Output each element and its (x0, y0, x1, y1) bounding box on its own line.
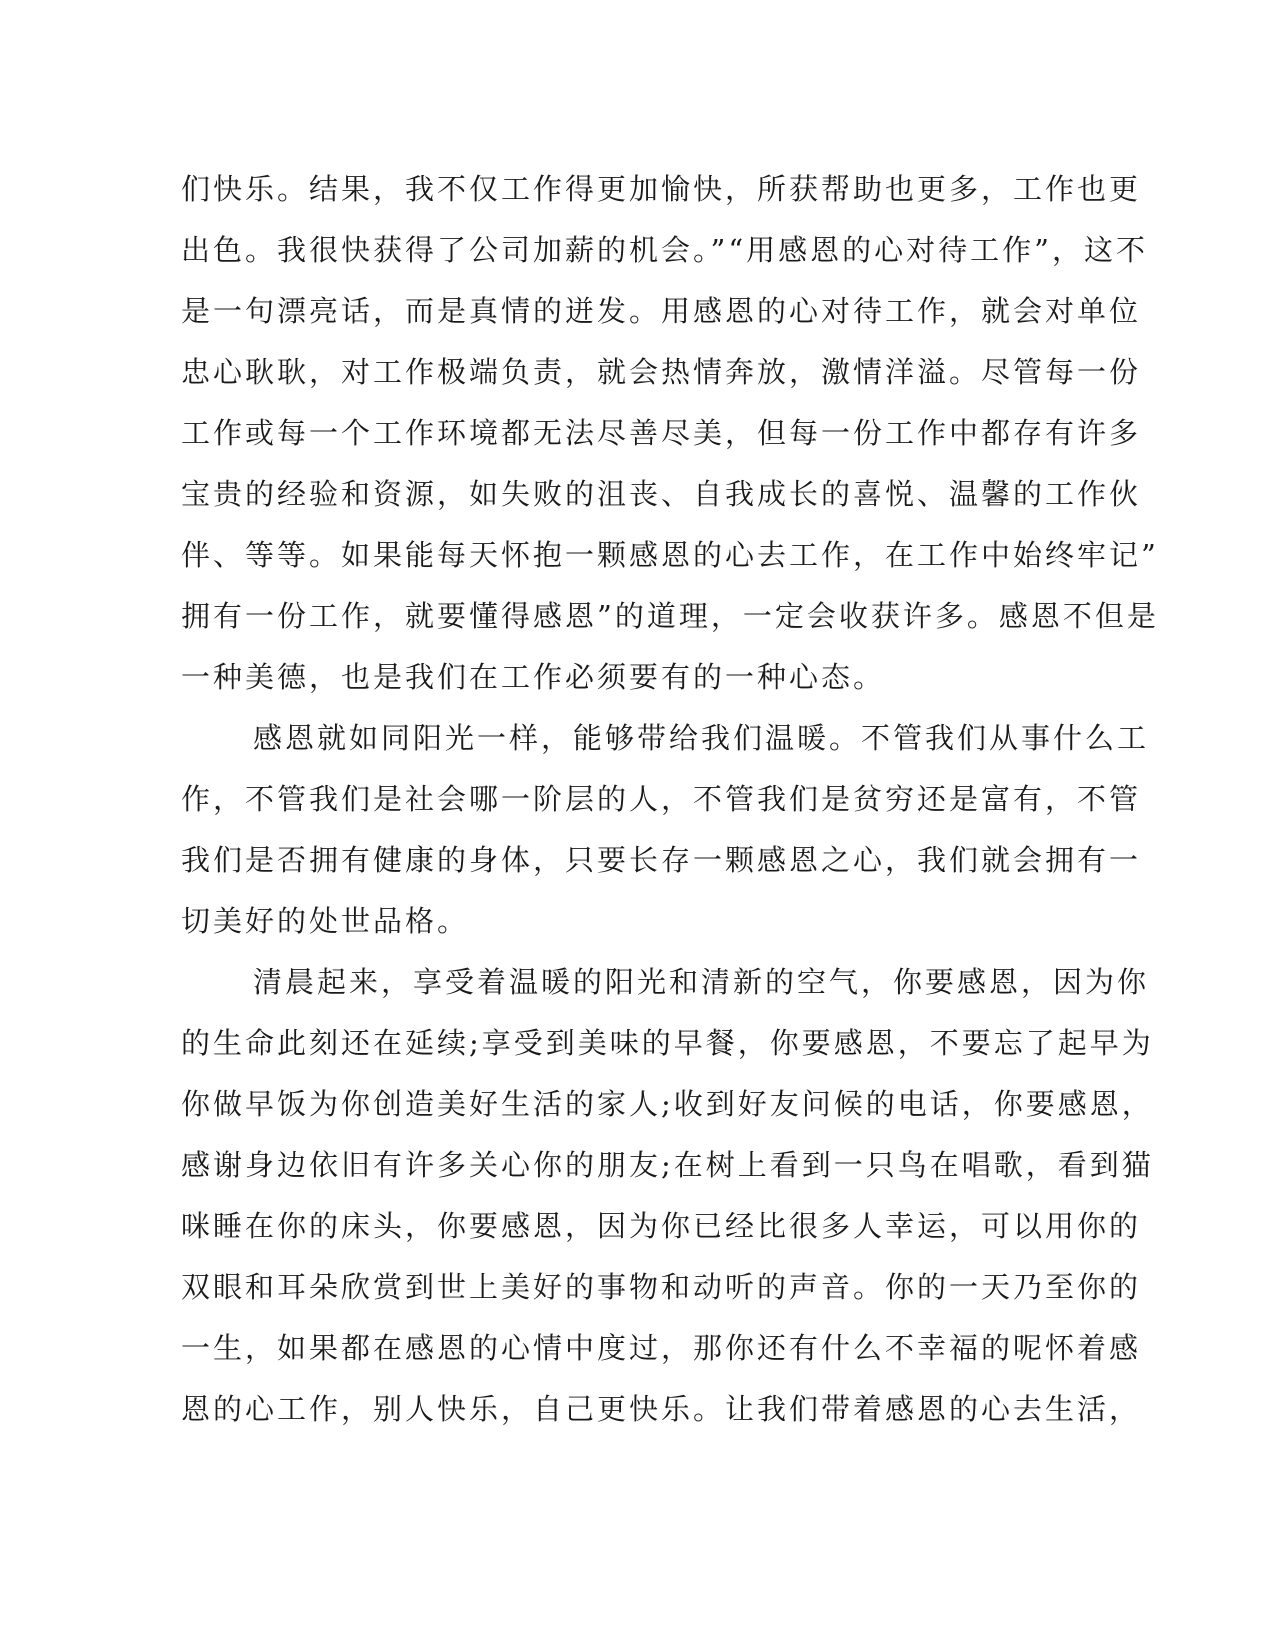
text-line: 我们是否拥有健康的身体，只要长存一颗感恩之心，我们就会拥有一 (181, 843, 1142, 877)
text-line: 们快乐。结果，我不仅工作得更加愉快，所获帮助也更多，工作也更 (181, 172, 1142, 206)
text-line: 恩的心工作，别人快乐，自己更快乐。让我们带着感恩的心去生活， (181, 1392, 1142, 1426)
text-line: 咪睡在你的床头，你要感恩，因为你已经比很多人幸运，可以用你的 (181, 1209, 1142, 1243)
text-line: 清晨起来，享受着温暖的阳光和清新的空气，你要感恩，因为你 (253, 965, 1150, 999)
text-line: 的生命此刻还在延续;享受到美味的早餐，你要感恩，不要忘了起早为 (181, 1026, 1154, 1060)
text-line: 是一句漂亮话，而是真情的迸发。用感恩的心对待工作，就会对单位 (181, 294, 1142, 328)
text-line: 双眼和耳朵欣赏到世上美好的事物和动听的声音。你的一天乃至你的 (181, 1270, 1142, 1304)
text-line: 伴、等等。如果能每天怀抱一颗感恩的心去工作，在工作中始终牢记” (181, 538, 1159, 572)
text-line: 出色。我很快获得了公司加薪的机会。”“用感恩的心对待工作”，这不 (181, 233, 1148, 267)
text-line: 工作或每一个工作环境都无法尽善尽美，但每一份工作中都存有许多 (181, 416, 1142, 450)
text-line: 一生，如果都在感恩的心情中度过，那你还有什么不幸福的呢怀着感 (181, 1331, 1142, 1365)
document-body (181, 159, 1159, 1440)
text-line: 感谢身边依旧有许多关心你的朋友;在树上看到一只鸟在唱歌，看到猫 (181, 1148, 1154, 1182)
paragraph-3 (181, 952, 1154, 1440)
text-line: 感恩就如同阳光一样，能够带给我们温暖。不管我们从事什么工 (253, 721, 1150, 755)
text-line: 切美好的处世品格。 (181, 904, 470, 938)
text-line: 忠心耿耿，对工作极端负责，就会热情奔放，激情洋溢。尽管每一份 (181, 355, 1142, 389)
text-line: 宝贵的经验和资源，如失败的沮丧、自我成长的喜悦、温馨的工作伙 (181, 477, 1142, 511)
paragraph-2 (181, 708, 1150, 952)
text-line: 一种美德，也是我们在工作必须要有的一种心态。 (181, 660, 886, 694)
text-line: 作，不管我们是社会哪一阶层的人，不管我们是贫穷还是富有，不管 (181, 782, 1142, 816)
text-line: 你做早饭为你创造美好生活的家人;收到好友问候的电话，你要感恩， (181, 1087, 1154, 1121)
text-line: 拥有一份工作，就要懂得感恩”的道理，一定会收获许多。感恩不但是 (181, 599, 1159, 633)
paragraph-1 (181, 159, 1159, 708)
